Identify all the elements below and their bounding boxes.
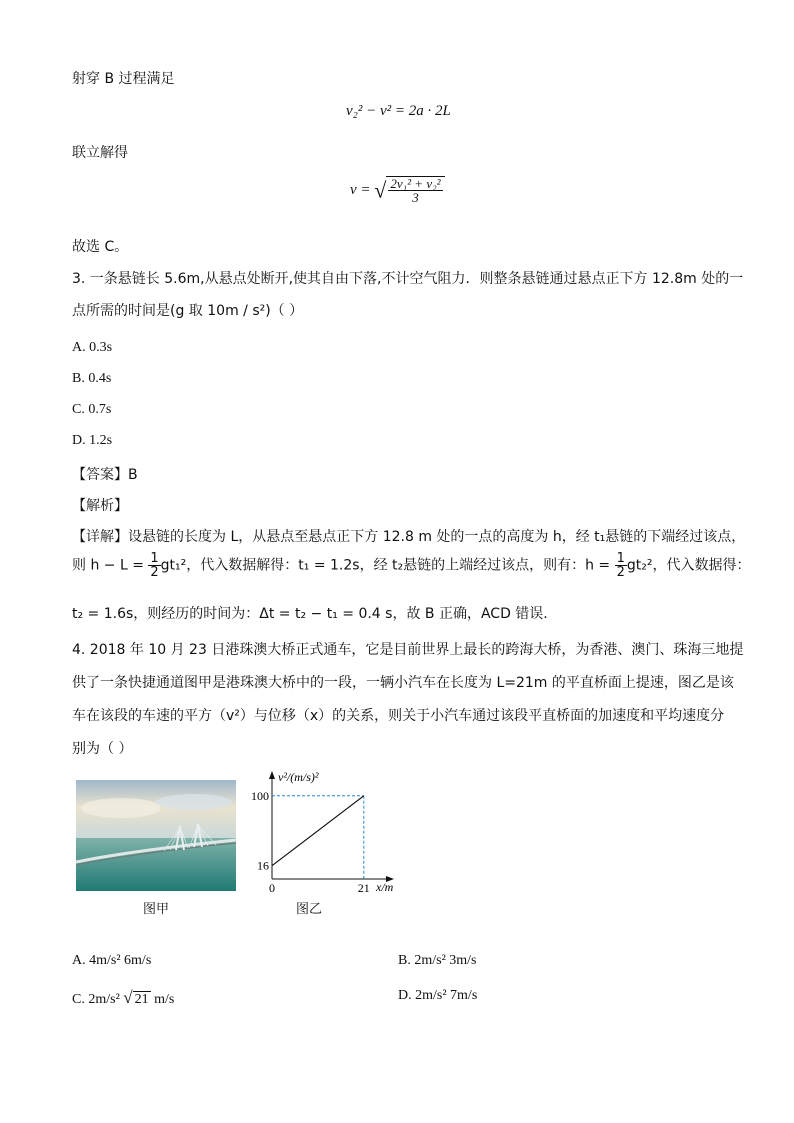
question-stem: 车在该段的车速的平方（v²）与位移（x）的关系，则关于小汽车通过该段平直桥面的加速度和平均速度分 [72,708,725,724]
eq-numerator: 2v₁² + v₂² [390,176,441,191]
option-b: B. 0.4s [72,371,112,386]
bridge-photo [76,780,236,891]
option-c: C. 0.7s [72,402,112,417]
text-line: 射穿 B 过程满足 [72,71,175,87]
question-stem: 4. 2018 年 10 月 23 日港珠澳大桥正式通车，它是目前世界上最长的跨海大桥，为香港、澳门、珠海三地提 [72,642,744,658]
detail-line: 【详解】设悬链的长度为 L，从悬点至悬点正下方 12.8 m 处的一点的高度为 h，经 t₁悬链的下端经过该点， [72,529,746,545]
option-a: A. 4m/s² 6m/s [72,953,152,968]
y-tick-label: 16 [257,858,269,873]
text-line: 联立解得 [72,145,128,161]
option-c: C. 2m/s² √ 21 m/s [72,988,175,1007]
question-stem: 点所需的时间是(g 取 10m / s²)（ ） [72,303,304,319]
question-stem: 供了一条快捷通道图甲是港珠澳大桥中的一段，一辆小汽车在长度为 L=21m 的平直桥面上提速，图乙是该 [72,675,734,691]
equation: v₂² − v² = 2a · 2L [346,103,451,119]
figure-caption: 图乙 [296,902,323,917]
detail-line: 则 h − L = $\frac{1}{2}$ gt₁²，代入数据解得：t₁ = 1.2s，经 t₂悬链的上端经过该点，则有：h = $\frac{1}{2}$ gt₂²，代入数据得： [72,551,751,580]
eq-denominator: 3 [412,190,419,205]
figure-caption: 图甲 [143,902,170,917]
option-a: A. 0.3s [72,340,113,355]
y-axis-label: v²/(m/s)² [278,770,319,784]
analysis-heading: 【解析】 [72,498,128,514]
answer: 【答案】B [72,467,138,483]
option-d: D. 2m/s² 7m/s [398,988,478,1003]
v2-x-graph [240,765,410,895]
y-tick-label: 100 [251,788,269,803]
option-b: B. 2m/s² 3m/s [398,953,477,968]
equation-solution: v = √ $\frac{\text{2v₁² + v₂²}}{3}$ [350,176,445,204]
x-tick-label: 0 [269,881,275,895]
x-axis-label: x/m [376,880,394,894]
eq-lhs: v = [350,181,371,198]
x-tick-label: 21 [357,881,370,895]
detail-line: t₂ = 1.6s，则经历的时间为：Δt = t₂ − t₁ = 0.4 s，故 B 正确，ACD 错误. [72,606,548,622]
question-stem: 别为（ ） [72,741,133,757]
question-stem: 3. 一条悬链长 5.6m,从悬点处断开,使其自由下落,不计空气阻力．则整条悬链通过悬点正下方 12.8m 处的一 [72,271,744,287]
series-line [272,796,364,866]
option-d: D. 1.2s [72,433,113,448]
y-axis-arrow [269,771,275,779]
text-line: 故选 C。 [72,239,129,255]
